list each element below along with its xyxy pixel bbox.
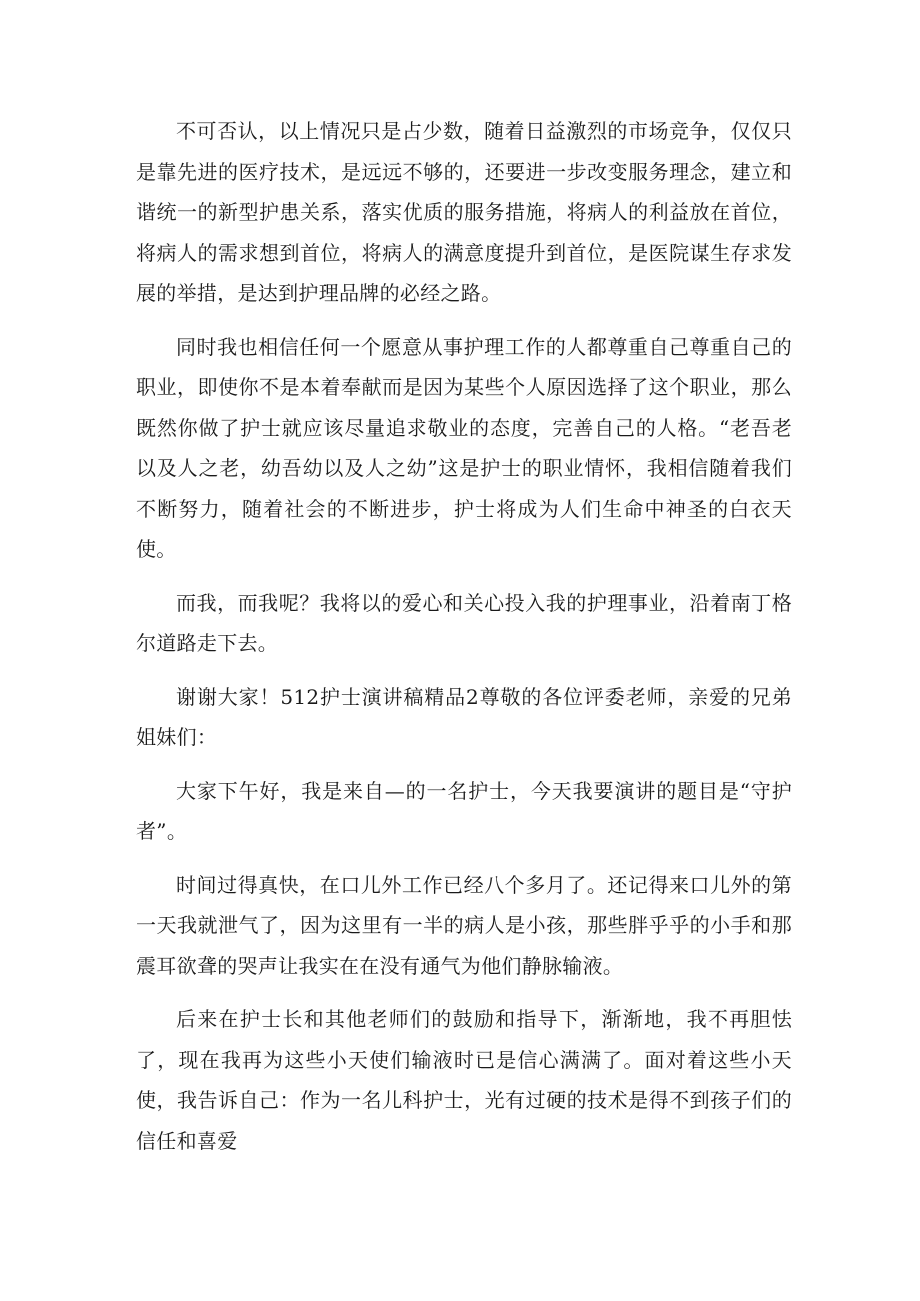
document-body — [136, 111, 792, 1174]
paragraph: 时间过得真快，在口儿外工作已经八个多月了。还记得来口儿外的第一天我就泄气了，因为这里有一半的病人是小孩，那些胖乎乎的小手和那震耳欲聋的哭声让我实在在没有通气为他们静脉输液。 — [136, 872, 792, 978]
paragraph: 谢谢大家！512护士演讲稿精品2尊敬的各位评委老师，亲爱的兄弟姐妹们： — [136, 684, 792, 749]
paragraph: 大家下午好，我是来自—的一名护士，今天我要演讲的题目是“守护者”。 — [136, 778, 792, 843]
paragraph: 同时我也相信任何一个愿意从事护理工作的人都尊重自己尊重自己的职业，即使你不是本着奉献而是因为某些个人原因选择了这个职业，那么既然你做了护士就应该尽量追求敬业的态度，完善自己的人格。“老吾老以及人之老，幼吾幼以及人之幼”这是护士的职业情怀，我相信随着我们不断努力，随着社会的不断进步，护士将成为人们生命中神圣的白衣天使。 — [136, 334, 792, 561]
paragraph: 而我，而我呢？我将以的爱心和关心投入我的护理事业，沿着南丁格尔道路走下去。 — [136, 590, 792, 655]
paragraph: 不可否认，以上情况只是占少数，随着日益激烈的市场竞争，仅仅只是靠先进的医疗技术，是远远不够的，还要进一步改变服务理念，建立和谐统一的新型护患关系，落实优质的服务措施，将病人的利益放在首位，将病人的需求想到首位，将病人的满意度提升到首位，是医院谋生存求发展的举措，是达到护理品牌的必经之路。 — [136, 119, 792, 305]
paragraph: 后来在护士长和其他老师们的鼓励和指导下，渐渐地，我不再胆怯了，现在我再为这些小天使们输液时已是信心满满了。面对着这些小天使，我告诉自己：作为一名儿科护士，光有过硬的技术是得不到孩子们的信任和喜爱 — [136, 1007, 792, 1153]
